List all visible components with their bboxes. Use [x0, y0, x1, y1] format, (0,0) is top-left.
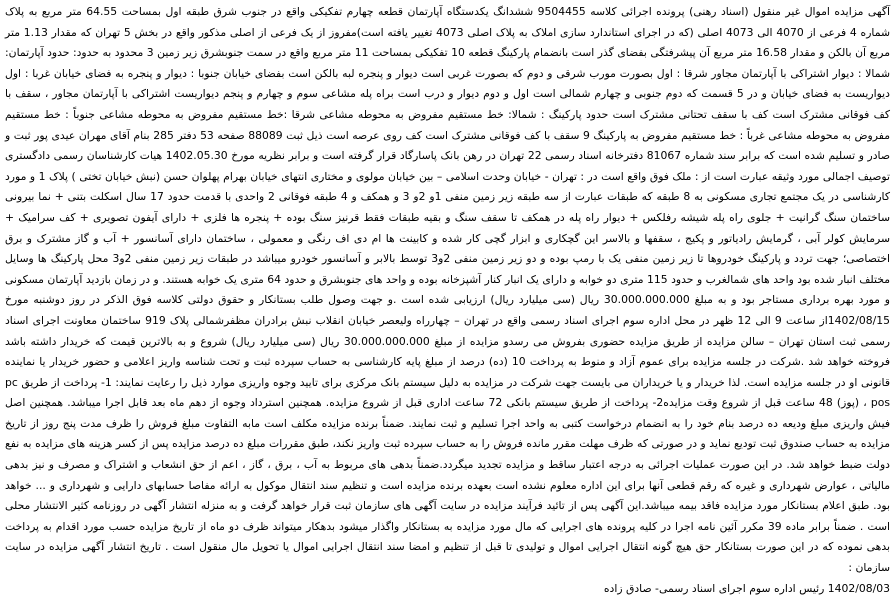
auction-notice-body: آگهی مزایده اموال غیر منقول (اسناد رهنی) پرونده اجرائی کلاسه 9504455 ششدانگ یکدستگاه آپارتمان قطعه چهارم تفکیکی واقع در جنوب شرق طبقه اول بمساحت 64.55 متر مربع به پلاک شماره 4 فرعی از 4070 الی 4073 اصلی (که در اجرای استاندارد سازی املاک به پلاک اصلی 4073 تغییر یافته است)مفروز از یک فرعی از اصلی مذکور واقع در بخش 5 تهران که مقدار 1.13 متر مربع آن بالکن و مقدار 16.58 متر مربع آن پیشرفتگی بفضای گذر است بانضمام پارکینگ قطعه 10 تفکیکی بمساحت 11 متر مربع واقع در سمت جنوبشرق زیر زمین 3 محدود به حدود: حدود آپارتمان: شمالا : دیوار اشتراکی با آپارتمان مجاور شرقا : اول بصورت مورب شرقی و دوم که بصورت غربی است دیوار و پنجره لبه بالکن است بفضای خیابان جنوبا : دیوار و پنجره به فضای خیابان غربا : اول دیواریست به فضای خیابان و در 5 قسمت که دوم جنوبی و چهارم شمالی است اول و دوم دیوار و درب است براه پله مشاعی سوم و چهارم و پنجم دیواریست اشتراکی با آپارتمان مجاور ، سقف با کف فوقانی مشترک است کف با سقف تحتانی مشترک است حدود پارکینگ : شمالا: خط مستقیم مفروض به محوطه مشاعی شرقا :خط مستقیم مفروض به محوطه مشاعی جنوباً : خط مستقیم مفروض به محوطه مشاعی غرباً : خط مستقیم مفروض به پارکینگ 9 سقف با کف فوقانی مشترک است کف روی عرصه است ذیل ثبت 88089 صفحه 53 دفتر 285 بنام آقای مهران عیدی پور ثبت و صادر و تسلیم شده است که برابر سند شماره 81067 دفترخانه اسناد رسمی 22 تهران در رهن بانک پاسارگاد قرار گرفته است و برابر نظریه مورخ 1402.05.30 هیات کارشناسان رسمی دادگستری توصیف اجمالی مورد وثیقه عبارت است از : ملک فوق واقع است در : تهران - خیابان وحدت اسلامی – بین خیابان مولوی و مختاری انتهای خیابان بهرام پهلوان حسن (نبش خیابان تختی ) پلاک 1 و مورد کارشناسی در یک مجتمع تجاری مسکونی به 8 طبقه که طبقات عبارت از سه طبقه زیر زمین منفی 1و 2و 3 و همکف و 4 طبقه فوقانی 2 واحدی با قدمت حدود 17 سال اسکلت بتنی + نما بیرونی ساختمان سنگ گرانیت + جلوی راه پله شیشه رفلکس + دیوار راه پله در همکف تا سقف سنگ و بقیه طبقات فقط قرنیز سنگ بوده + پنجره ها فلزی + دارای آیفون تصویری + کف سرامیک + سرمایش کولر آبی ، گرمایش رادیاتور و پکیج ، سقفها و بالاسر این گچکاری و ابزار گچی کار شده و کابینت ها ام دی اف رنگی و معمولی ، ساختمان دارای آسانسور + آب و گاز مشترک و برق اختصاصی؛ جهت تردد و پارکینگ خودروها تا زیر زمین منفی یک با رمپ بوده و دو زیر زمین منفی 2و3 توسط بالابر و آسانسور خودرو میباشد در طبقات زیر زمین منفی 2و3 محل پارکینگ ها وسایل مختلف انبار شده بود واحد های شمالغرب و حدود 115 متری دو خوابه و دارای یک انبار کنار آشپزخانه بوده و واحد های جنوبشرق و حدود 64 متری یک خوابه هستند. و در زمان بازدید آپارتمان مسکونی و مورد بهره برداری مستاجر بود و به مبلغ 30.000.000.000 ریال (سی میلیارد ریال) ارزیابی شده است .و جهت وصول طلب بستانکار و حقوق دولتی کلاسه فوق الذکر در روز دوشنبه مورخ 1402/08/15از ساعت 9 الی 12 ظهر در محل اداره سوم اجرای اسناد رسمی واقع در تهران – چهارراه ولیعصر خیابان انقلاب نبش برادران مظفرشمالی پلاک 919 ساختمان معاونت اجرای اسناد رسمی ثبت استان تهران – سالن مزایده از طریق مزایده حضوری بفروش می رسدو مزایده از مبلغ 30.000.000.000 ریال (سی میلیارد ریال) شروع و به بالاترین قیمت که خریدار داشته باشد فروخته خواهد شد .شرکت در جلسه مزایده برای عموم آزاد و منوط به پرداخت 10 (ده) درصد از مبلغ پایه کارشناسی به حساب سپرده ثبت و تحت شناسه واریز اعلامی و حضور خریدار یا نماینده قانونی او در جلسه مزایده است. لذا خریدار و یا خریداران می بایست جهت شرکت در مزایده به دلیل سیستم بانک مرکزی برای تایید وجوه واریزی موارد ذیل را رعایت نمایند: 1- پرداخت از طریق pc pos ، (پوز) 48 ساعت قبل از شروع وقت مزایده2- پرداخت از طریق سیستم بانکی 72 ساعت اداری قبل از شروع مزایده. همچنین استرداد وجوه از دهم ماه بعد قابل اجرا میباشد. همچنین اصل فیش واریزی مبلغ ودیعه ده درصد بنام خود را به انضمام درخواست کتبی به واحد اجرا تسلیم و ثبت نمایند. ضمناً برنده مزایده مکلف است مابه التفاوت مبلغ فروش را ظرف مدت پنج روز از تاریخ مزایده به حساب صندوق ثبت تودیع نماید و در صورتی که ظرف مهلت مقرر مانده فروش را به حساب سپرده ثبت واریز نکند، طبق مقررات مبلغ ده درصد مزایده پس از کسر هزینه های مزایده به نفع دولت ضبط خواهد شد. در این صورت عملیات اجرائی به درجه اعتبار ساقط و مزایده تجدید میگردد.ضمناً بدهی های مربوط به آب ، برق ، گاز ، اعم از حق انشعاب و اشتراک و مصرف و نیز بدهی مالیاتی ، عوارض شهرداری و غیره که رقم قطعی آنها برای این اداره معلوم نشده است بعهده برنده مزایده است و تنظیم سند انتقال موکول به ارائه مفاصا حسابهای دارایی و شهرداری و ... خواهد بود. طبق اعلام بستانکار مورد مزایده فاقد بیمه میباشد.این آگهی پس از تائید فرآیند مزایده در سایت آگهی های سازمان ثبت قرار خواهد گرفت و به منزله انتشار آگهی در روزنامه کثیر الانتشار محلی است . ضمناً برابر ماده 39 مکرر آئین نامه اجرا در کلیه پرونده های اجرایی که مال مورد مزایده به بستانکار واگذار میشود بدهکار میتواند ظرف دو ماه از تاریخ مزایده حسب مورد اقدام به پرداخت بدهی نموده که در این صورت بستانکار حق هیچ گونه انتقال اجرایی اموال و تولیدی تا قبل از تنظیم و امضا سند انتقال اجرایی اموال یا تحویل مال منقول است . تاریخ انتشار آگهی مزایده در سایت سازمان :	[5, 5, 891, 575]
notice-signature: 1402/08/03 رئیس اداره سوم اجرای اسناد رسمی- صادق زاده	[603, 581, 890, 595]
